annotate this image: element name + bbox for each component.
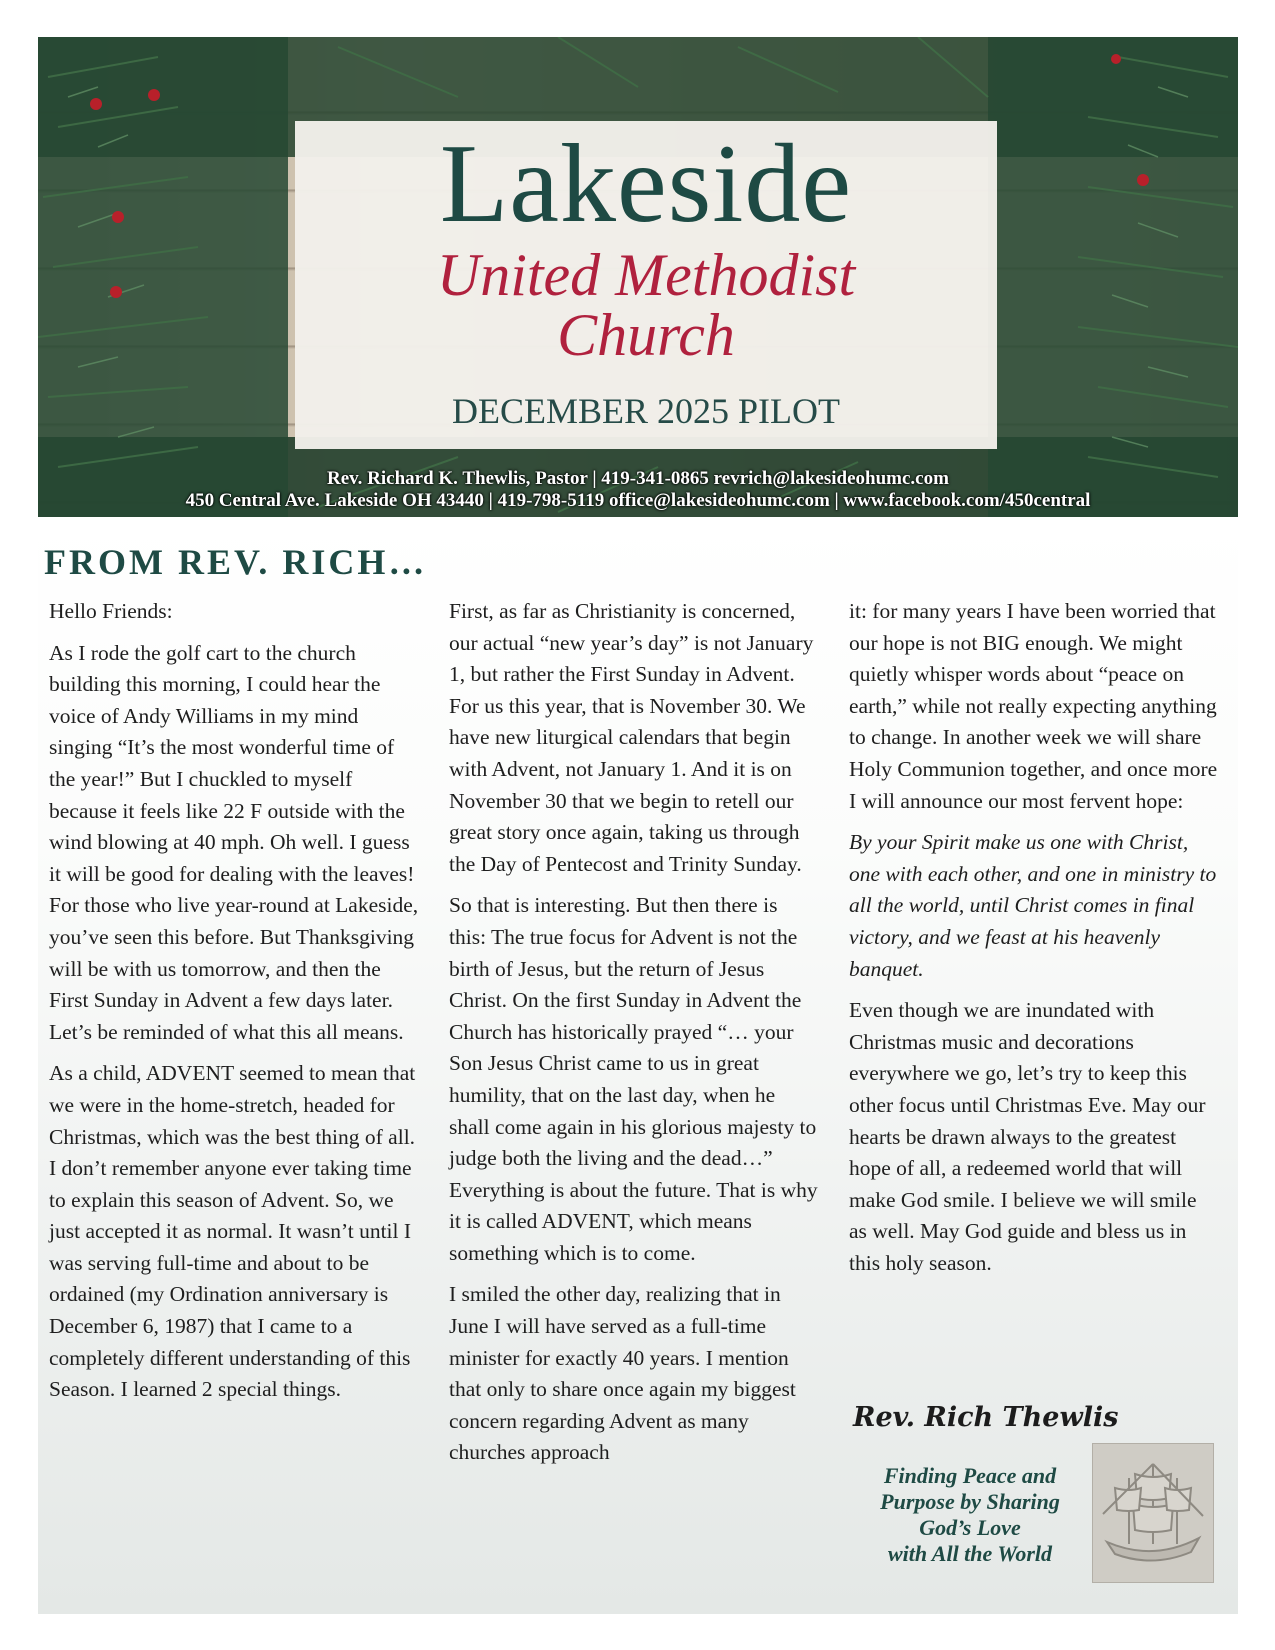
paragraph: it: for many years I have been worried that our hope is not BIG enough. We might quietly whisper words about “peace on earth,” while not really expecting anything to change. In another week we will share Holy Communion together, and once more I will announce our most fervent hope: [849, 599, 1218, 813]
motto-line: Finding Peace and [883, 1463, 1057, 1488]
paragraph: Even though we are inundated with Christmas music and decorations everywhere we go, let’s try to keep this other focus until Christmas Eve. May our hearts be drawn always to the greatest hope of all, a redeemed world that will make God smile. I believe we will smile as well. May God guide and bless us in this holy season. [849, 998, 1206, 1275]
motto-line: Purpose by Sharing [880, 1489, 1060, 1514]
article-column-3 [849, 596, 1219, 1289]
article-column-2 [449, 596, 819, 1479]
church-name-line1: United Methodist [436, 242, 856, 308]
masthead-banner [38, 37, 1238, 517]
paragraph: So that is interesting. But then there is this: The true focus for Advent is not the birth of Jesus, but the return of Jesus Christ. On the first Sunday in Advent the Church has historically prayed “… your Son Jesus Christ came to us in great humility, that on the last day, when he shall come again in his glorious majesty to judge both the living and the dead…” Everything is about the future. That is why it is called ADVENT, which means something which is to come. [449, 893, 818, 1265]
church-name [295, 242, 997, 368]
church-motto [855, 1463, 1085, 1567]
ship-emblem-image [1092, 1443, 1214, 1583]
newsletter-title: Lakeside [439, 122, 853, 246]
signature: Rev. Rich Thewlis [853, 1402, 1119, 1433]
article-column-1 [49, 596, 419, 1416]
paragraph: As I rode the golf cart to the church building this morning, I could hear the voice of Andy Williams in my mind singing “It’s the most wonderful time of the year!” But I chuckled to myself because it feels like 22 F outside with the wind blowing at 40 mph. Oh well. I guess it will be good for dealing with the leaves! For those who live year-round at Lakeside, you’ve seen this before. But Thanksgiving will be with us tomorrow, and then the First Sunday in Advent a few days later. Let’s be reminded of what this all means. [49, 640, 419, 1044]
paragraph: First, as far as Christianity is concerned, our actual “new year’s day” is not January 1, but rather the First Sunday in Advent. For us this year, that is November 30. We have new liturgical calendars that begin with Advent, not January 1. And it is on November 30 that we begin to retell our great story once again, taking us through the Day of Pentecost and Trinity Sunday. [449, 599, 814, 876]
motto-line: with All the World [887, 1541, 1053, 1566]
prayer-quote: By your Spirit make us one with Christ, one with each other, and one in ministry to all the world, until Christ comes in final victory, and we feast at his heavenly banquet. [849, 830, 1217, 981]
article-heading: FROM REV. RICH… [44, 542, 428, 582]
pastor-contact: Rev. Richard K. Thewlis, Pastor | 419-341-0865 revrich@lakesideohumc.com [327, 468, 949, 489]
motto-line: God’s Love [919, 1515, 1021, 1540]
title-box [295, 121, 997, 449]
paragraph: I smiled the other day, realizing that in June I will have served as a full-time minister for exactly 40 years. I mention that only to share once again my biggest concern regarding Advent as many churches approach [449, 1282, 796, 1465]
church-name-line2: Church [557, 302, 735, 368]
church-contact: 450 Central Ave. Lakeside OH 43440 | 419-798-5119 office@lakesideohumc.com | www.facebook.com/450central [185, 490, 1091, 511]
issue-label: DECEMBER 2025 PILOT [451, 391, 840, 431]
ship-icon [1093, 1444, 1213, 1582]
paragraph: Hello Friends: [49, 599, 173, 623]
paragraph: As a child, ADVENT seemed to mean that we were in the home-stretch, headed for Christmas, which was the best thing of all. I don’t remember anyone ever taking time to explain this season of Advent. So, we just accepted it as normal. It wasn’t until I was serving full-time and about to be ordained (my Ordination anniversary is December 6, 1987) that I came to a completely different understanding of this Season. I learned 2 special things. [49, 1061, 416, 1402]
